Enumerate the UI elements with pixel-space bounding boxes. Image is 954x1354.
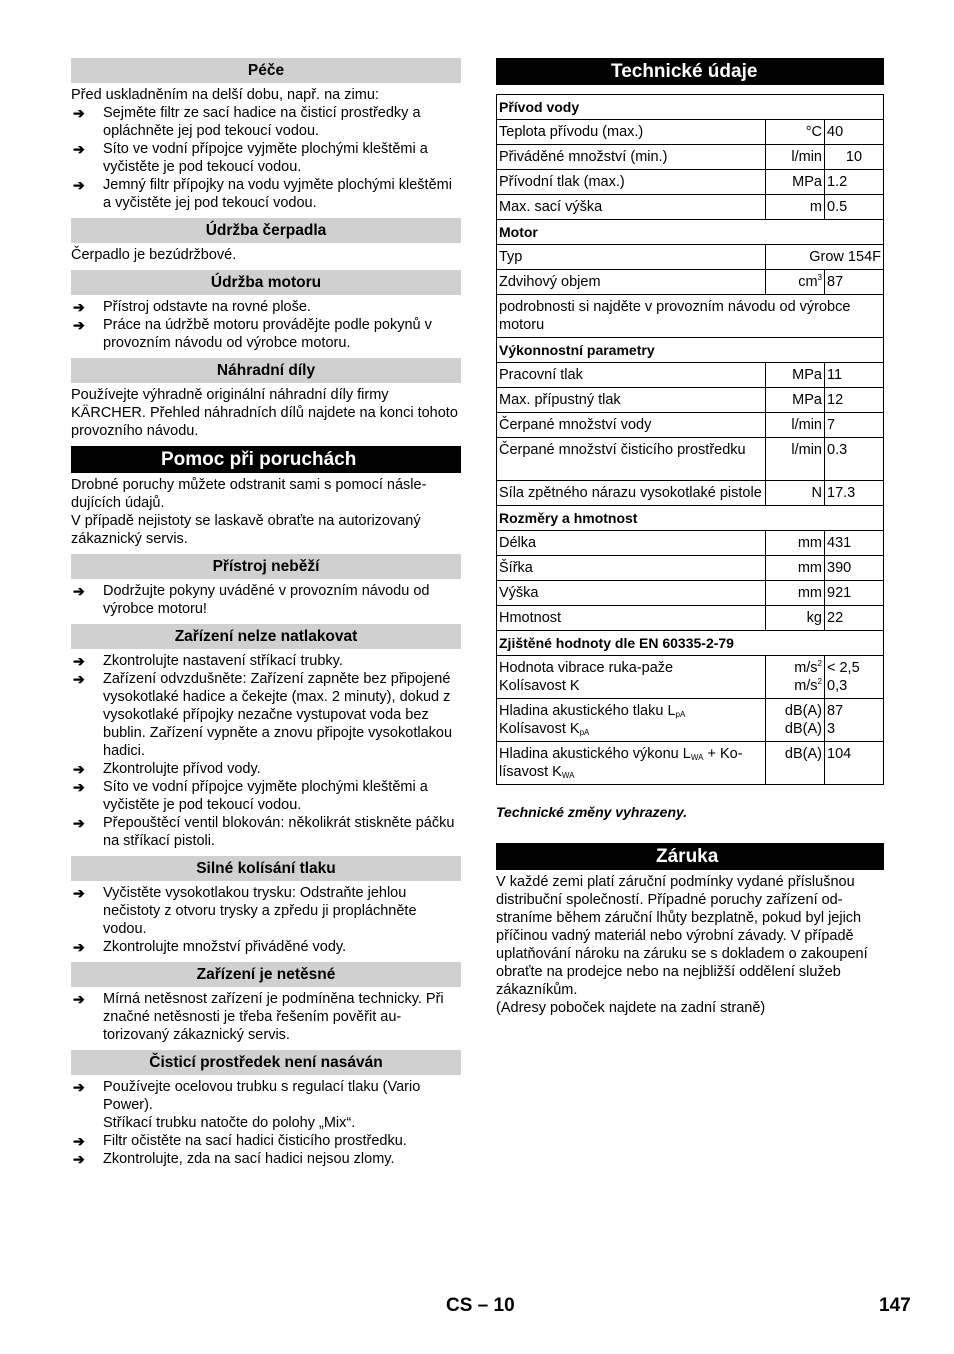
list-item	[71, 176, 461, 212]
table-group-heading: Přívod vody	[497, 95, 884, 120]
list-item	[71, 140, 461, 176]
table-cell-unit: °C	[766, 120, 825, 145]
table-row	[497, 338, 884, 363]
table-cell-label: Čerpané množství čisticího prostředku	[497, 438, 766, 481]
list-item	[71, 814, 461, 850]
section-heading: Přístroj neběží	[71, 554, 461, 579]
left-column	[71, 58, 461, 1174]
right-column	[496, 58, 884, 1017]
table-cell-label: Délka	[497, 531, 766, 556]
list-item	[71, 104, 461, 140]
table-cell-value: 11	[825, 363, 884, 388]
table-row	[497, 120, 884, 145]
section-heading: Péče	[71, 58, 461, 83]
list-item-text: Dodržujte pokyny uváděné v provozním návodu od výrobce motoru!	[103, 583, 430, 617]
list-item-text: Mírná netěsnost zařízení je podmíněna technicky. Při značné netěsnosti je třeba řešením pověřit autorizovaný zákaznický servis.	[103, 991, 444, 1043]
technical-changes-note: Technické změny vyhrazeny.	[496, 804, 688, 820]
arrow-right-icon: ➔	[73, 105, 85, 121]
table-cell-unit: MPa	[766, 170, 825, 195]
table-cell-value: 87	[825, 270, 884, 295]
list-item	[71, 884, 461, 938]
table-row	[497, 531, 884, 556]
table-cell-label	[497, 742, 766, 785]
table-cell-unit: dB(A)	[766, 742, 825, 785]
table-cell-unit: mm	[766, 581, 825, 606]
table-row	[497, 295, 884, 338]
arrow-right-icon: ➔	[73, 1133, 85, 1149]
page-number: 147	[879, 1295, 911, 1316]
unit-text: dB(A)	[784, 703, 822, 719]
table-cell-label: Teplota přívodu (max.)	[497, 120, 766, 145]
unit-text: m/s	[794, 678, 818, 694]
paragraph: (Adresy poboček najdete na zadní straně)	[496, 1000, 766, 1016]
list-item	[71, 1132, 461, 1150]
table-row	[497, 388, 884, 413]
list-item	[71, 778, 461, 814]
table-cell-value: 1.2	[825, 170, 884, 195]
table-cell-unit: MPa	[766, 363, 825, 388]
table-row	[497, 481, 884, 506]
table-cell-label: Výška	[497, 581, 766, 606]
arrow-right-icon: ➔	[73, 991, 85, 1007]
table-cell-label: Max. přípustný tlak	[497, 388, 766, 413]
table-cell-label: Přívodní tlak (max.)	[497, 170, 766, 195]
table-cell-unit: l/min	[766, 413, 825, 438]
table-cell-unit: l/min	[766, 438, 825, 481]
list-item-text: Přístroj odstavte na rovné ploše.	[103, 299, 311, 315]
table-cell-label: Síla zpětného nárazu vysokotlaké pistole	[497, 481, 766, 506]
section-udrzba-cerpadla	[71, 218, 461, 264]
list-item	[71, 582, 461, 618]
value-line: 87	[827, 703, 844, 719]
section-cistici	[71, 1050, 461, 1168]
table-cell-unit	[766, 699, 825, 742]
table-cell-value	[825, 699, 884, 742]
arrow-right-icon: ➔	[73, 1151, 85, 1167]
arrow-right-icon: ➔	[73, 653, 85, 669]
footer-language-page: CS – 10	[446, 1295, 515, 1316]
arrow-right-icon: ➔	[73, 779, 85, 795]
section-udrzba-motoru	[71, 270, 461, 352]
table-cell-unit: mm	[766, 556, 825, 581]
table-row	[497, 631, 884, 656]
section-nelze-natlakovat	[71, 624, 461, 850]
label-line: Hladina akustického tlaku L	[499, 703, 676, 719]
paragraph: Před uskladněním na delší dobu, např. na zimu:	[71, 87, 379, 103]
table-row	[497, 195, 884, 220]
list-item	[71, 1150, 461, 1168]
arrow-right-icon: ➔	[73, 177, 85, 193]
section-heading: Údržba čerpadla	[71, 218, 461, 243]
table-row	[497, 742, 884, 785]
list-item-text: Zkontrolujte množství přiváděné vody.	[103, 939, 347, 955]
list-item-text: Zkontrolujte přívod vody.	[103, 761, 261, 777]
list-item-text: Práce na údržbě motoru provádějte podle pokynů v provozním návodu od výrobce motoru.	[103, 317, 432, 351]
table-row	[497, 581, 884, 606]
label-line: Hodnota vibrace ruka-paže	[499, 660, 674, 676]
label-subscript: WA	[561, 771, 575, 780]
value-line: 3	[827, 721, 836, 737]
label-line: Kolísavost K	[499, 721, 580, 737]
table-cell-label: Šířka	[497, 556, 766, 581]
list-item-text: Síto ve vodní přípojce vyjměte plochými kleštěmi a vyčistěte je pod tekoucí vodou.	[103, 141, 428, 175]
table-cell-value: 22	[825, 606, 884, 631]
list-item	[71, 938, 461, 956]
table-cell-label: Přiváděné množství (min.)	[497, 145, 766, 170]
list-item-text: Jemný filtr přípojky na vodu vyjměte plochými kleštěmi a vyčistěte jej pod tekoucí vodou.	[103, 177, 452, 211]
paragraph: V případě nejistoty se laskavě obraťte na autorizovaný zákaznický servis.	[71, 513, 421, 547]
arrow-right-icon: ➔	[73, 583, 85, 599]
list-item	[71, 1078, 461, 1114]
table-row	[497, 413, 884, 438]
arrow-right-icon: ➔	[73, 299, 85, 315]
table-group-heading: Motor	[497, 220, 884, 245]
table-cell-value: 0.3	[825, 438, 884, 481]
arrow-right-icon: ➔	[73, 939, 85, 955]
section-netesne	[71, 962, 461, 1044]
table-row	[497, 145, 884, 170]
table-group-heading: Zjištěné hodnoty dle EN 60335-2-79	[497, 631, 884, 656]
label-subscript: pA	[675, 710, 686, 719]
table-cell-value: 40	[825, 120, 884, 145]
table-row	[497, 606, 884, 631]
table-row	[497, 699, 884, 742]
list-item-text: Filtr očistěte na sací hadici čisticího prostředku.	[103, 1133, 407, 1149]
table-cell-value: 921	[825, 581, 884, 606]
table-cell-unit: m	[766, 195, 825, 220]
label-line: Hladina akustického výkonu L	[499, 746, 691, 762]
table-cell-value: 10	[825, 145, 884, 170]
section-heading: Silné kolísání tlaku	[71, 856, 461, 881]
unit-superscript: 2	[817, 659, 822, 669]
arrow-right-icon: ➔	[73, 317, 85, 333]
chapter-heading: Technické údaje	[496, 58, 884, 85]
table-row	[497, 556, 884, 581]
list-item	[71, 990, 461, 1044]
table-cell-unit: N	[766, 481, 825, 506]
table-cell-label	[497, 656, 766, 699]
table-cell-value: 7	[825, 413, 884, 438]
arrow-right-icon: ➔	[73, 815, 85, 831]
chapter-heading: Pomoc při poruchách	[71, 446, 461, 473]
value-line: 0,3	[827, 678, 848, 694]
table-group-heading: Výkonnostní parametry	[497, 338, 884, 363]
arrow-right-icon: ➔	[73, 141, 85, 157]
list-item-text: Síto ve vodní přípojce vyjměte plochými kleštěmi a vyčistěte je pod tekoucí vodou.	[103, 779, 428, 813]
table-cell-unit: kg	[766, 606, 825, 631]
list-item-continuation: Stříkací trubku natočte do polohy „Mix“.	[103, 1115, 356, 1131]
label-subscript: WA	[690, 753, 704, 762]
table-cell-value: 104	[825, 742, 884, 785]
paragraph: Používejte výhradně originální náhradní díly firmy KÄRCHER. Přehled náhradních dílů najdete na konci tohoto provozního návodu.	[71, 387, 458, 439]
table-row	[497, 95, 884, 120]
table-cell-value: 431	[825, 531, 884, 556]
table-cell-label: Čerpané množství vody	[497, 413, 766, 438]
list-item-text: Zkontrolujte nastavení stříkací trubky.	[103, 653, 343, 669]
section-pomoc	[71, 446, 461, 548]
section-heading: Zařízení je netěsné	[71, 962, 461, 987]
table-cell-label	[497, 699, 766, 742]
table-cell-unit: l/min	[766, 145, 825, 170]
table-cell-label: Zdvihový objem	[497, 270, 766, 295]
unit-text: cm	[798, 274, 818, 290]
table-row	[497, 245, 884, 270]
section-pece	[71, 58, 461, 212]
table-cell-label: Typ	[497, 245, 766, 270]
table-row	[497, 656, 884, 699]
table-row	[497, 170, 884, 195]
technical-data-table	[496, 94, 884, 785]
list-item-text: Zařízení odvzdušněte: Zařízení zapněte bez připojené vysokotlaké hadice a čekejte (max. 2 minuty), dokud z vysokotlaké přípojky nezačne vystupovat voda bez bublin. Zařízení vypněte a znovu připojte vysokotlakou hadici.	[103, 671, 453, 759]
paragraph: Čerpadlo je bezúdržbové.	[71, 247, 237, 263]
arrow-right-icon: ➔	[73, 885, 85, 901]
unit-text: m/s	[794, 660, 818, 676]
unit-superscript: 3	[817, 273, 822, 283]
list-item	[71, 760, 461, 778]
section-pristroj-nebezi	[71, 554, 461, 618]
list-item-text: Sejměte filtr ze sací hadice na čisticí prostředky a opláchněte jej pod tekoucí vodou.	[103, 105, 421, 139]
section-nahradni-dily	[71, 358, 461, 440]
label-line: Kolísavost K	[499, 678, 580, 694]
list-item	[71, 670, 461, 760]
list-item-text: Používejte ocelovou trubku s regulací tlaku (Vario Power).	[103, 1079, 421, 1113]
section-heading: Údržba motoru	[71, 270, 461, 295]
arrow-right-icon: ➔	[73, 761, 85, 777]
section-heading: Čisticí prostředek není nasáván	[71, 1050, 461, 1075]
list-item-text: Vyčistěte vysokotlakou trysku: Odstraňte jehlou nečistoty z otvoru trysky a zpředu ji propláchněte vodou.	[103, 885, 417, 937]
table-cell-label: Hmotnost	[497, 606, 766, 631]
table-row	[497, 220, 884, 245]
table-cell-unit	[766, 270, 825, 295]
label-line: + Kolísavost K	[499, 746, 743, 780]
table-cell-value	[825, 656, 884, 699]
table-cell-value: 17.3	[825, 481, 884, 506]
table-row	[497, 506, 884, 531]
table-cell-unit	[766, 656, 825, 699]
list-item-text: Přepouštěcí ventil blokován: několikrát stiskněte páčku na stříkací pistoli.	[103, 815, 455, 849]
table-row	[497, 270, 884, 295]
unit-superscript: 2	[817, 677, 822, 687]
chapter-heading: Záruka	[496, 843, 884, 870]
list-item	[71, 652, 461, 670]
value-line: < 2,5	[827, 660, 860, 676]
table-group-heading: Rozměry a hmotnost	[497, 506, 884, 531]
table-cell-value: Grow 154F	[766, 245, 884, 270]
arrow-right-icon: ➔	[73, 671, 85, 687]
paragraph: Drobné poruchy můžete odstranit sami s pomocí následujících údajů.	[71, 477, 427, 511]
arrow-right-icon: ➔	[73, 1079, 85, 1095]
unit-text: dB(A)	[784, 721, 822, 737]
table-cell-value: 390	[825, 556, 884, 581]
list-item-text: Zkontrolujte, zda na sací hadici nejsou zlomy.	[103, 1151, 395, 1167]
table-note: podrobnosti si najděte v provozním návodu od výrobce motoru	[497, 295, 884, 338]
section-heading: Zařízení nelze natlakovat	[71, 624, 461, 649]
list-item	[71, 316, 461, 352]
label-subscript: pA	[579, 728, 590, 737]
table-cell-value: 12	[825, 388, 884, 413]
table-row	[497, 438, 884, 481]
list-item	[71, 298, 461, 316]
paragraph: V každé zemi platí záruční podmínky vydané příslušnou distribuční společností. Případné poruchy zařízení odstraníme během záruční lhůty bezplatně, pokud byl jejich příčinou vadný materiál nebo výrobní závady. V případě uplatňování nároku na záruku se s dokladem o zakoupení obraťte na prodejce nebo na nejbližší oddělení služeb zákazníkům.	[496, 874, 868, 998]
table-cell-unit: mm	[766, 531, 825, 556]
table-cell-value: 0.5	[825, 195, 884, 220]
section-heading: Náhradní díly	[71, 358, 461, 383]
table-cell-label: Pracovní tlak	[497, 363, 766, 388]
table-cell-unit: MPa	[766, 388, 825, 413]
table-row	[497, 363, 884, 388]
table-cell-label: Max. sací výška	[497, 195, 766, 220]
section-silne-kolisani	[71, 856, 461, 956]
